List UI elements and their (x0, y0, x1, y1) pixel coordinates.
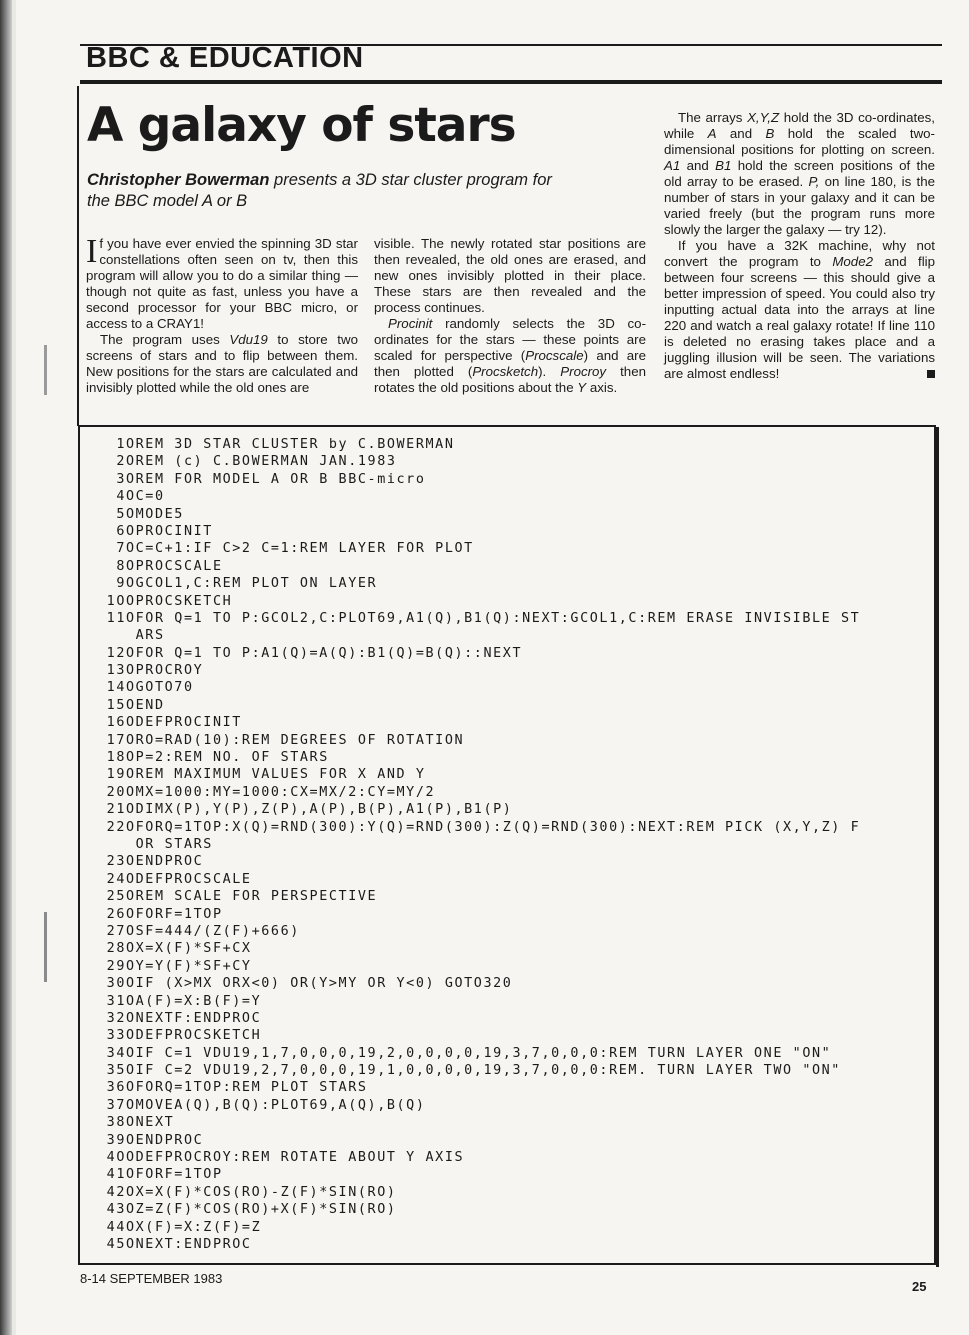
footer-date: 8-14 SEPTEMBER 1983 (80, 1271, 223, 1286)
listing-line: 36OFORQ=1TOP:REM PLOT STARS (97, 1080, 368, 1096)
paragraph-text: to store two screens of stars and to flip between them. New positions for the stars are calculated and invisibly plotted while the old ones are (86, 332, 358, 395)
standfirst (87, 170, 567, 212)
paragraph (664, 110, 935, 238)
listing-line: 30OIF (X>MX ORX<0) OR(Y>MY OR Y<0) GOTO320 (97, 976, 513, 992)
left-rule (77, 86, 79, 426)
paragraph: visible. The newly rotated star positions are then revealed, the old ones are erased, and new ones invisibly plotted in their place. These stars are then revealed and the process continues. (374, 236, 646, 315)
listing-line: 45ONEXT:ENDPROC (97, 1236, 252, 1252)
article-column-3 (664, 110, 935, 382)
listing-line: 7OC=C+1:IF C>2 C=1:REM LAYER FOR PLOT (97, 541, 474, 557)
emphasis: Vdu19 (229, 332, 268, 347)
emphasis: X,Y,Z (747, 110, 780, 125)
listing-line: 15OEND (97, 697, 165, 713)
paragraph-text: f you have ever envied the spinning 3D star constellations often seen on tv, then this program will allow you to do a similar thing — though not quite as fast, unless you have a second processor for your BBC micro, or access to a CRAY1! (86, 236, 358, 331)
emphasis: Y (577, 380, 587, 395)
listing-line: 42OX=X(F)*COS(RO)-Z(F)*SIN(RO) (97, 1184, 397, 1200)
listing-line: 24ODEFPROCSCALE (97, 871, 252, 887)
listing-line: OR STARS (97, 836, 213, 852)
listing-line: 31OA(F)=X:B(F)=Y (97, 993, 262, 1009)
listing-line: 14OGOTO70 (97, 680, 194, 696)
emphasis: Procroy (560, 364, 607, 379)
listing-line: 17ORO=RAD(10):REM DEGREES OF ROTATION (97, 732, 465, 748)
listing-line: 29OY=Y(F)*SF+CY (97, 958, 252, 974)
emphasis: Procscale (525, 348, 584, 363)
listing-line: 2OREM (c) C.BOWERMAN JAN.1983 (97, 454, 397, 470)
end-mark-icon (927, 370, 935, 378)
program-listing (97, 436, 937, 1253)
listing-line: 28OX=X(F)*SF+CX (97, 941, 252, 957)
paragraph-text: randomly selects the 3D co-ordinates for the stars — these points are scaled for perspective ( (374, 316, 646, 363)
listing-line: 22OFORQ=1TOP:X(Q)=RND(300):Y(Q)=RND(300):Z(Q)=RND(300):NEXT:REM PICK (X,Y,Z) F (97, 819, 861, 835)
emphasis: Procinit (388, 316, 433, 331)
scan-edge-highlight (12, 0, 16, 1335)
section-title: BBC & EDUCATION (86, 42, 364, 74)
emphasis: B1 (715, 158, 732, 173)
emphasis: B (765, 126, 775, 141)
listing-line: 12OFOR Q=1 TO P:A1(Q)=A(Q):B1(Q)=B(Q)::NEXT (97, 645, 523, 661)
listing-line: 43OZ=Z(F)*COS(RO)+X(F)*SIN(RO) (97, 1202, 397, 1218)
page-number: 25 (912, 1279, 927, 1294)
listing-line: 39OENDPROC (97, 1132, 204, 1148)
headline: A galaxy of stars (87, 98, 516, 153)
listing-line: 11OFOR Q=1 TO P:GCOL2,C:PLOT69,A1(Q),B1(Q):NEXT:GCOL1,C:REM ERASE INVISIBLE ST (97, 610, 861, 626)
paragraph-text: axis. (586, 380, 618, 395)
listing-line: 16ODEFPROCINIT (97, 715, 242, 731)
paragraph (374, 316, 646, 396)
paragraph-text: on line 180, is the number of stars in your galaxy and it can be varied freely (but the program runs more slowly the larger the galaxy — try 12). (664, 174, 935, 237)
listing-line: 34OIF C=1 VDU19,1,7,0,0,0,19,2,0,0,0,0,19,3,7,0,0,0:REM TURN LAYER ONE "ON" (97, 1045, 832, 1061)
paragraph-text: and flip between four screens — this should give a better impression of speed. You could also try inputting actual data into the arrays at line 220 and watch a real galaxy rotate! If line 110 is deleted no erasing takes place and a juggling illusion will be seen. The variations are almost endless! (664, 254, 935, 381)
listing-line: 4OODEFPROCROY:REM ROTATE ABOUT Y AXIS (97, 1150, 465, 1166)
listing-line: 27OSF=444/(Z(F)+666) (97, 923, 300, 939)
paragraph-text: then rotates the old positions about the (374, 364, 646, 395)
paragraph-text: The program uses (100, 332, 230, 347)
listing-line: 19OREM MAXIMUM VALUES FOR X AND Y (97, 767, 426, 783)
listing-line: 26OFORF=1TOP (97, 906, 223, 922)
listing-line: 21ODIMX(P),Y(P),Z(P),A(P),B(P),A1(P),B1(P) (97, 802, 513, 818)
listing-line: ARS (97, 628, 165, 644)
listing-line: 23OENDPROC (97, 854, 204, 870)
paragraph-text: ). (538, 364, 561, 379)
drop-cap: I (86, 233, 98, 270)
listing-line: 4OC=0 (97, 489, 165, 505)
paragraph (664, 238, 935, 382)
listing-line: 18OP=2:REM NO. OF STARS (97, 750, 329, 766)
listing-line: 9OGCOL1,C:REM PLOT ON LAYER (97, 576, 378, 592)
listing-line: 38ONEXT (97, 1115, 175, 1131)
listing-line: 5OMODE5 (97, 506, 184, 522)
listing-line: 8OPROCSCALE (97, 558, 223, 574)
emphasis: A (707, 126, 717, 141)
listing-line: 35OIF C=2 VDU19,2,7,0,0,0,19,1,0,0,0,0,19,3,7,0,0,0:REM. TURN LAYER TWO "ON" (97, 1063, 841, 1079)
listing-line: 41OFORF=1TOP (97, 1167, 223, 1183)
paragraph-text: and (716, 126, 766, 141)
listing-line: 1OOPROCSKETCH (97, 593, 233, 609)
paragraph-text: and (680, 158, 716, 173)
section-rule (80, 80, 942, 84)
paragraph-text: hold the screen positions of the old array to be erased. (664, 158, 935, 189)
emphasis: Mode2 (832, 254, 873, 269)
author-name: Christopher Bowerman (87, 171, 270, 189)
article-column-1 (86, 233, 358, 396)
emphasis: A1 (664, 158, 681, 173)
listing-line: 1OREM 3D STAR CLUSTER by C.BOWERMAN (97, 437, 455, 452)
listing-line: 13OPROCROY (97, 663, 204, 679)
listing-line: 25OREM SCALE FOR PERSPECTIVE (97, 889, 378, 905)
paragraph (86, 233, 358, 332)
standfirst-text: presents a 3D star cluster program for the BBC model A or B (87, 171, 552, 210)
listing-line: 6OPROCINIT (97, 523, 213, 539)
paragraph (86, 332, 358, 396)
article-column-2 (374, 236, 646, 396)
listing-line: 44OX(F)=X:Z(F)=Z (97, 1219, 262, 1235)
listing-line: 37OMOVEA(Q),B(Q):PLOT69,A(Q),B(Q) (97, 1097, 426, 1113)
paragraph-text: The arrays (678, 110, 748, 125)
paragraph-text: hold the scaled two-dimensional positions for plotting on screen. (664, 126, 935, 157)
emphasis: Procsketch (472, 364, 539, 379)
emphasis: P, (808, 174, 820, 189)
margin-mark (44, 345, 47, 395)
listing-line: 32ONEXTF:ENDPROC (97, 1010, 262, 1026)
paragraph-text: If you have a 32K machine, why not convert the program to (664, 238, 935, 269)
margin-mark (44, 912, 47, 982)
paragraph-text: ) and are then plotted ( (374, 348, 646, 379)
paragraph-text: hold the 3D co-ordinates, while (664, 110, 935, 141)
scan-edge (0, 0, 12, 1335)
listing-line: 33ODEFPROCSKETCH (97, 1028, 262, 1044)
listing-line: 3OREM FOR MODEL A OR B BBC-micro (97, 471, 426, 487)
listing-line: 20OMX=1000:MY=1000:CX=MX/2:CY=MY/2 (97, 784, 436, 800)
